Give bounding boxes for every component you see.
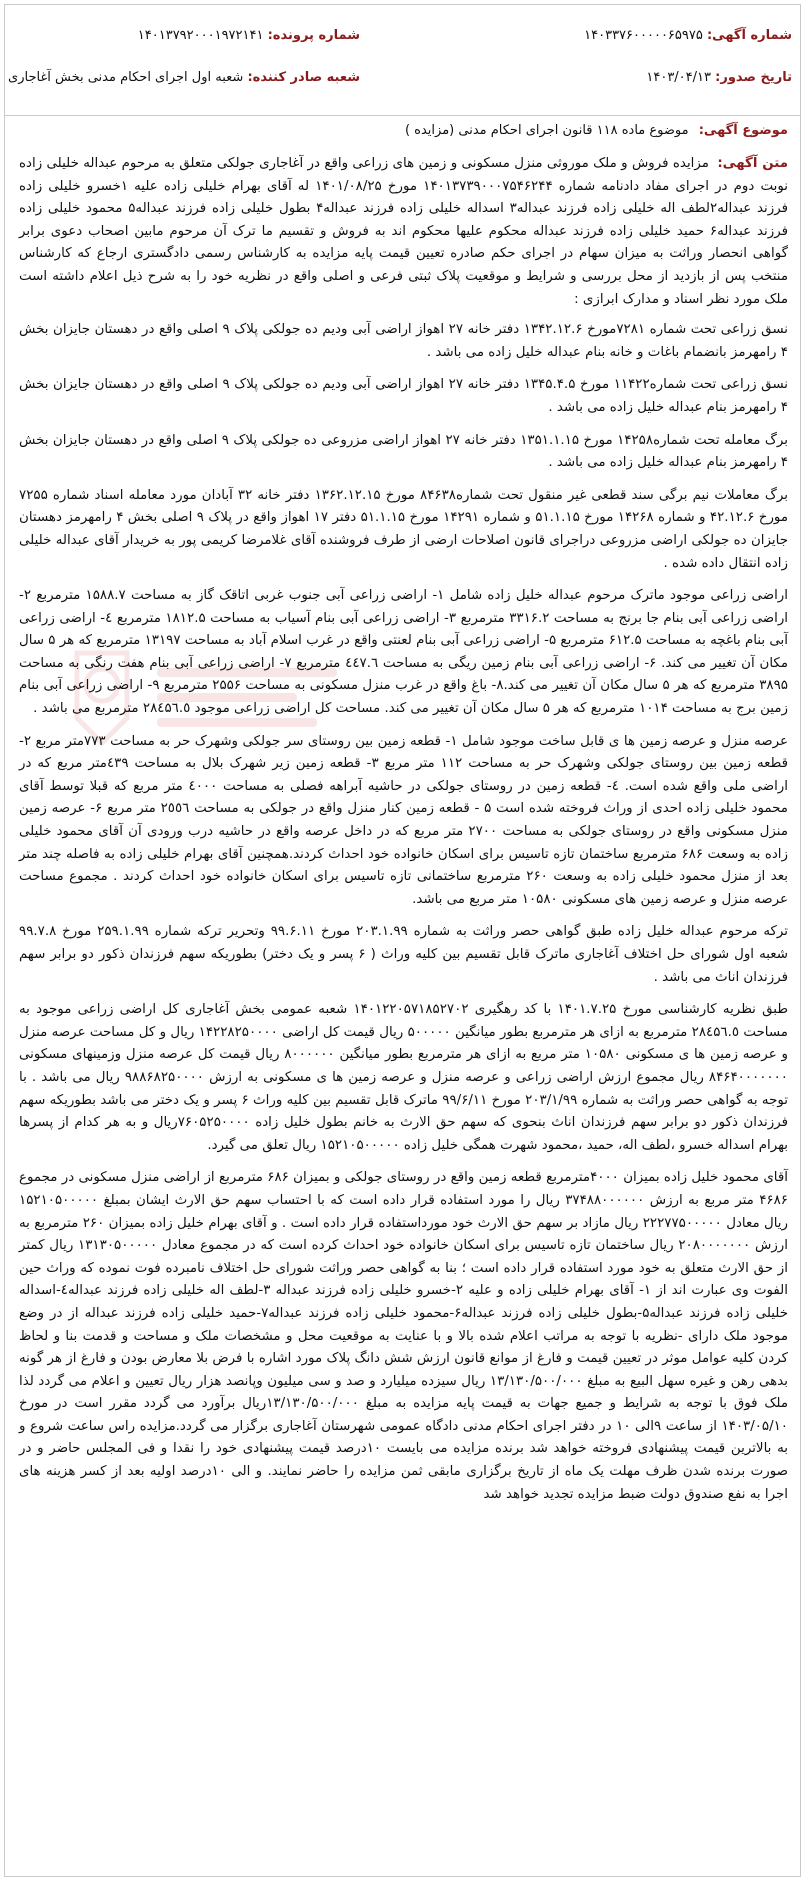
body-paragraph-6: اراضی زراعی موجود ماترک مرحوم عبداله خلیل زاده شامل ۱- اراضی زراعی آبی جنوب غربی اتاقک گاز به مساحت ۱۵۸۸.۷ مترمربع ۲- اراضی زراعی آبی بنام جا برنج به مساحت ۳۳۱۶.۲ مترمربع ۳- اراضی زراعی آبی بنام آسیاب به مساحت ۱۸۱۲.۵ مترمربع ٤- اراضی زراعی آبی بنام باغچه به مساحت ۶۱۲.۵ مترمربع ۵- اراضی زراعی آبی بنام لعنتی واقع در غرب اسلام آباد به مساحت ۱۳۱۹۷ مترمربع که هر ۵ سال مکان آن تغییر می کند. ۶- اراضی زراعی آبی بنام زمین ریگی به مساحت ٤٤٧.٦ مترمربع ۷- اراضی زراعی آبی بنام هفت رنگی به مساحت ۳۸۹۵ مترمربع که هر ۵ سال مکان آن تغییر می کند.۸- باغ واقع در غرب منزل مسکونی به مساحت ۲۵۵۶ مترمربع ۹- اراضی زراعی آبی بنام زمین برج به مساحت ۱۰۱۴ مترمربع که هر ۵ سال مکان آن تغییر می کند. مساحت کل اراضی زراعی موجود ۲۸٤۵٦.٥ مترمربع می باشد . [19,588,789,717]
case-number-row [138,27,360,45]
ad-document [4,4,801,1877]
case-number-label: شماره پرونده: [267,28,360,43]
body-paragraph-7: عرصه منزل و عرصه زمین ها ی قابل ساخت موجود شامل ۱- قطعه زمین بین روستای سر جولکی وشهرک حر به مساحت ۷۷۳متر مربع ۲- قطعه زمین بین روستای جولکی وشهرک حر به مساحت ۱۱۲ متر مربع ۳- قطعه زمین زیر شهرک بلال به مساحت ٤٣٩متر مربع که در اراضی ملی واقع شده است. ٤- قطعه زمین در روستای جولکی در حاشیه آبراهه فصلی به مساحت ٤٠٠٠ متر مربع که قبلا توسط آقای محمود خلیلی زاده احدی از وراث فروخته شده است ۵ - قطعه زمین کنار منزل واقع در جولکی به مساحت ٢٥٥٦ متر مربع ۶- عرصه زمین منزل مسکونی واقع در روستای جولکی به مساحت ٢٧٠٠ متر مربع که در داخل عرصه واقع در حاشیه درب ورودی آن آقای محمود خلیلی زاده به وسعت ۶۸۶ مترمربع ساختمان تازه تاسیس برای اسکان خانواده خود احداث کردند.همچنین آقای بهرام خلیلی زاده به فاصله چند متر بعد از منزل محمود خلیلی زاده به وسعت ۲۶۰ مترمربع ساختمانی تازه تاسیس برای اسکان خانواده خود احداث کردند . مجموع مساحت عرصه منزل و عرصه زمین های مسکونی ۱۰۵۸۰ متر مربع می باشد. [19,733,789,907]
issuing-branch: شعبه اول اجرای احکام مدنی بخش آغاجاری [8,70,244,85]
issue-date-label: تاریخ صدور: [715,70,792,85]
issuing-branch-row [8,69,360,87]
ad-body [19,153,788,1868]
case-number: ۱۴۰۱۳۷۹۲۰۰۰۱۹۷۲۱۴۱ [137,28,264,43]
subject-text: موضوع ماده ۱۱۸ قانون اجرای احکام مدنی (مزایده ) [404,123,689,138]
issue-date: ۱۴۰۳/۰۴/۱۳ [646,70,711,85]
ad-header [5,5,800,115]
subject-label: موضوع آگهی: [698,123,788,138]
ad-subject [405,123,788,138]
body-paragraph-9: طبق نظریه کارشناسی مورخ ۱۴۰۱.۷.۲۵ با کد رهگیری ۱۴۰۱۲۲۰۵۷۱۸۵۲۷۰۲ شعبه عمومی بخش آغاجاری کل اراضی زراعی موجود به مساحت ۲۸٤۵٦.٥ مترمربع به ازای هر مترمربع بطور میانگین ۵۰۰۰۰۰ ریال قیمت کل اراضی ۱۴۲۲۸۲۵۰۰۰۰ ریال و کل مساحت عرصه منزل و عرصه زمین ها ی مسکونی ۱۰۵۸۰ متر مربع به ازای هر مترمربع بطور میانگین ۸۰۰۰۰۰۰ ریال قیمت کل عرصه منزل وزمینهای مسکونی ۸۴۶۴۰۰۰۰۰۰۰ ریال مجموع ارزش اراضی زراعی و عرصه منزل و عرصه زمین ها ی مسکونی به ارزش ۹۸۸۶۸۲۵۰۰۰۰ ریال می باشد . با توجه به گواهی حصر وراثت به شماره ۲۰۳/۱/۹۹ مورخ ۹۹/۶/۱۱ ماترک قابل تقسیم بین کلیه وراث ۶ پسر و یک دختر می باشد بطوریکه سهم فرزندان ذکور دو برابر سهم فرزندان اناث بنحوی که سهم حق الارث به خانم بطول خلیل زاده ۷۶۰۵۲۵۰۰۰۰ریال و به هر کدام از پسرها بهرام اسداله خسرو ،لطف اله، حمید ،محمود شهرت همگی خلیل زاده ۱۵۲۱۰۵۰۰۰۰۰ ریال تعلق می گیرد. [19,1002,789,1153]
ad-number-row [584,27,792,45]
body-paragraph-4: برگ معامله تحت شماره۱۴۲۵۸ مورخ ۱۳۵۱.۱.۱۵ دفتر خانه ۲۷ اهواز اراضی مزروعی ده جولکی پلاک ۹ اصلی واقع در دهستان جایزان بخش ۴ رامهرمز بنام عبداله خلیل زاده می باشد . [19,432,788,471]
body-paragraph-2: نسق زراعی تحت شماره ۷۲۸۱مورخ ۱۳۴۲.۱۲.۶ دفتر خانه ۲۷ اهواز اراضی آبی ودیم ده جولکی پلاک ۹ اصلی واقع در دهستان جایزان بخش ۴ رامهرمز بانضمام باغات و خانه بنام عبداله خلیل زاده می باشد . [19,322,788,360]
ad-number: ۱۴۰۳۳۷۶۰۰۰۰۰۶۵۹۷۵ [584,28,703,43]
body-paragraph-8: ترکه مرحوم عبداله خلیل زاده طبق گواهی حصر وراثت به شماره ۲۰۳.۱.۹۹ مورخ ۹۹.۶.۱۱ وتحریر ترکه شماره ۲۵۹.۱.۹۹ مورخ ۹۹.۷.۸ شعبه اول شورای حل اختلاف آغاجاری ماترک قابل تقسیم بین کلیه وراث ( ۶ پسر و یک دختر) بطوریکه سهم فرزندان ذکور دو برابر سهم فرزندان اناث می باشد . [19,924,789,985]
body-paragraph-3: نسق زراعی تحت شماره۱۱۴۲۲ مورخ ۱۳۴۵.۴.۵ دفتر خانه ۲۷ اهواز اراضی آبی ودیم ده جولکی پلاک ۹ اصلی واقع در دهستان جایزان بخش ۴ رامهرمز بنام عبداله خلیل زاده می باشد . [19,377,788,415]
header-divider [5,115,800,116]
issue-date-row [646,69,792,87]
body-paragraph-1 [19,153,788,311]
ad-number-label: شماره آگهی: [706,28,792,43]
body-text-1: مزایده فروش و ملک موروثی منزل مسکونی و زمین های زراعی واقع در آغاجاری جولکی متعلق به مرحوم عبداله خلیلی زاده نوبت دوم در اجرای مفاد دادنامه شماره ۱۴۰۱۳۷۳۹۰۰۰۷۵۴۶۲۴۴ مورخ ۱۴۰۱/۰۸/۲۵ له آقای بهرام خلیلی زاده علیه ۱خسرو خلیلی زاده فرزند عبداله۲لطف اله خلیلی زاده فرزند عبداله۳ اسداله خلیلی زاده فرزند عبداله۴ بطول خلیلی زاده فرزند عبداله۵ محمود خلیلی زاده فرزند عبداله۶ حمید خلیلی زاده فرزند عبداله محکوم علیها محکوم اند به فروش و تقسیم ما ترک آن مرحوم مابین اصحاب دعوی برابر گواهی انحصار وراثت به میزان سهام در اجرای حکم صادره تعیین قیمت پایه مزایده به کارشناس رسمی دادگستری ارجاع که کارشناس منتخب پس از بازدید از محل بررسی و شرایط و موقعیت پلاک ثبتی فرعی و اصلی واقع در نظریه خود را به شرح ذیل اعلام داشته است ملک مورد نظر اسناد و مدارک ابرازی : [19,156,789,307]
body-label: متن آگهی: [717,156,788,171]
body-paragraph-5: برگ معاملات نیم برگی سند قطعی غیر منقول تحت شماره۸۴۶۳۸ مورخ ۱۳۶۲.۱۲.۱۵ دفتر خانه ۳۲ آبادان مورد معامله اسناد شماره ۷۲۵۵ مورخ ۴۲.۱۲.۶ و شماره ۱۴۲۶۸ مورخ ۵۱.۱.۱۵ و شماره ۱۴۲۹۱ مورخ ۵۱.۱.۱۵ دفتر ۱۷ اهواز واقع در پلاک ۹ اصلی بخش ۴ رامهرمز دهستان جایزان ده جولکی اراضی مزروعی دراجرای قانون اصلاحات ارضی از طرف فروشنده آقای غلامرضا کریمی پور به خریدار آقای عبداله خلیلی زاده انتقال داده شده . [19,487,789,571]
issuing-branch-label: شعبه صادر کننده: [247,70,360,85]
body-paragraph-10: آقای محمود خلیل زاده بمیزان ۴۰۰۰مترمربع قطعه زمین واقع در روستای جولکی و بمیزان ۶۸۶ مترمربع از اراضی منزل مسکونی در مجموع ۴۶۸۶ متر مربع به ارزش ۳۷۴۸۸۰۰۰۰۰۰ ریال را مورد استفاده قرار داده است که با احتساب سهم حق الارث ایشان بمبلغ ۱۵۲۱۰۵۰۰۰۰۰ ریال معادل ۲۲۲۷۷۵۰۰۰۰۰ ریال مازاد بر سهم حق الارث خود مورداستفاده قرار داده است . و آقای بهرام خلیل زاده بمیزان ۲۶۰ مترمربع به ارزش ۲۰۸۰۰۰۰۰۰۰ ریال ساختمان تازه تاسیس برای اسکان خانواده خود احداث کرده است که در مجموع معادل ۱۳۱۳۰۵۰۰۰۰۰ ریال کمتر از حق الارث متعلق به خود مورد استفاده قرار داده است ؛ بنا به گواهی حصر وراثت شورای حل اختلاف نامبرده فوت نموده که وراث حین الفوت وی عبارت اند از ۱- آقای بهرام خلیلی زاده و علیه ۲-خسرو خلیلی زاده فرزند عبداله ۳-لطف اله خلیلی زاده فرزند عبداله٤-اسداله خلیلی زاده فرزند عبداله۵-بطول خلیلی زاده فرزند عبداله۶-محمود خلیلی زاده فرزند عبداله۷-حمید خلیلی زاده فرزند عبداله از در وضع موجود ملک دارای -نظریه با توجه به مراتب اعلام شده بالا و با عنایت به موقعیت محل و مشخصات ملک و مساحت و قدمت بنا و لحاظ کردن کلیه عوامل موثر در تعیین قیمت و فارغ از موانع قانون ارزش شش دانگ پلاک مورد اشاره با فرض بلا معارض بودن و فارغ از هر گونه بدهی رهن و غیره سهل البیع به مبلغ ۱۳/۱۳۰/۵۰۰/۰۰۰ ریال سیزده میلیارد و صد و سی میلیون وپانصد هزار ریال تعیین و اعلام می گردد لذا ملک فوق با توجه به شرایط و جمیع جهات به قیمت پایه مزایده به مبلغ ۱۳/۱۳۰/۵۰۰/۰۰۰ریال برآورد می گردد مقرر است در مورخ ۱۴۰۳/۰۵/۱۰ از ساعت ۹الی ۱۰ در دفتر اجرای احکام مدنی دادگاه عمومی شهرستان آغاجاری برگزار می گردد.مزایده راس ساعت شروع و به بالاترین قیمت پیشنهادی فروخته خواهد شد برنده مزایده می بایست ۱۰درصد قیمت پیشنهادی خود را نقدا و فی المجلس حاضر و در صورت برنده شدن ظرف مهلت یک ماه از تاریخ برگزاری مابقی ثمن مزایده را حاضر نمایند. و الی ۱۰درصد اولیه بعد از کسر هزینه های اجرا به نفع صندوق دولت ضبط مزایده تجدید خواهد شد [19,1170,789,1502]
